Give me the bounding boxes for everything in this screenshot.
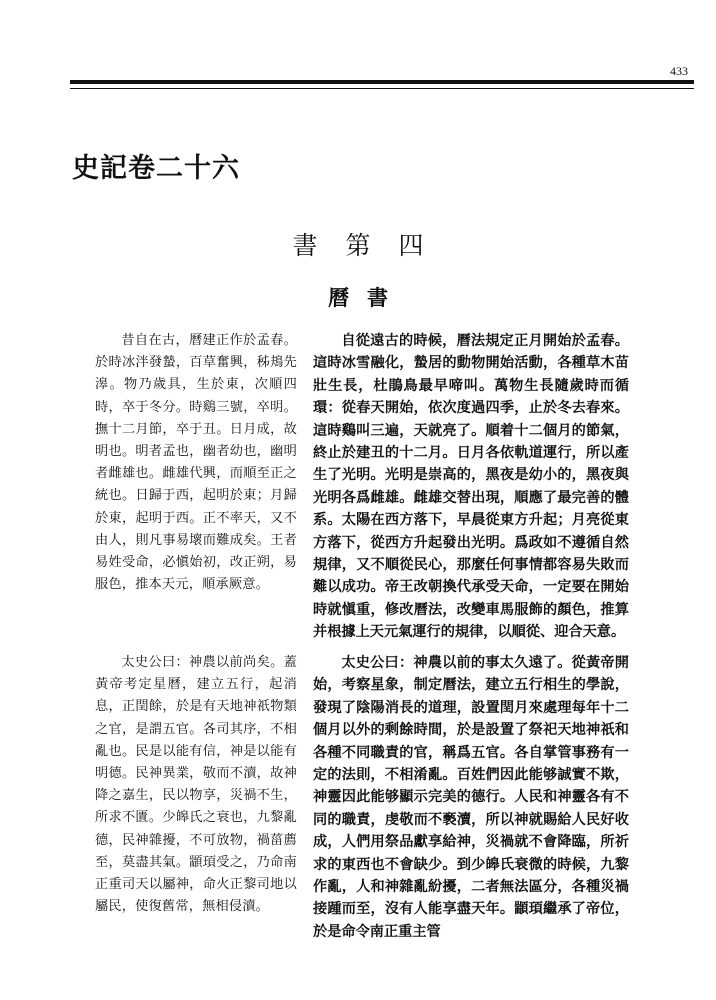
classical-paragraph-2: 太史公曰：神農以前尚矣。蓋黃帝考定星曆，建立五行，起消息，正閏餘，於是有天地神祇物類之官，是謂五官。各司其序，不相亂也。民是以能有信，神是以能有明德。民神異業，敬而不瀆，故神降之嘉生，民以物享，災禍不生，所求不匱。少皞氏之衰也，九黎亂德，民神雜擾，不可放物，禍菑薦至，莫盡其氣。顓頊受之，乃命南正重司天以屬神，命火正黎司地以屬民，使復舊常，無相侵瀆。	[95, 655, 297, 915]
page-number: 433	[670, 64, 688, 78]
classical-paragraph-1: 昔自在古，曆建正作於孟春。於時冰泮發蟄，百草奮興，秭鳺先滜。物乃歲具，生於東，次順四時，卒于冬分。時鷄三號，卒明。撫十二月節，卒于丑。日月成，故明也。明者孟也，幽者幼也，幽明者雌雄也。雌雄代興，而順至正之統也。日歸于西，起明於東；月歸於東，起明于西。正不率天，又不由人，則凡事易壞而難成矣。王者易姓受命，必愼始初，改正朔，易服色，推本天元，順承厥意。	[95, 333, 297, 593]
translation-paragraph-1: 自從遠古的時候，曆法規定正月開始於孟春。這時冰雪融化，蟄居的動物開始活動，各種草木苗壯生長，杜鵑鳥最早啼叫。萬物生長隨歲時而循環：從春天開始，依次度過四季，止於冬去春來。這時鷄叫三遍，天就亮了。順着十二個月的節氣，終止於建丑的十二月。日月各依軌道運行，所以產生了光明。光明是崇高的，黑夜是幼小的，黑夜與光明各爲雌雄。雌雄交替出現，順應了最完善的體系。太陽在西方落下，早晨從東方升起；月亮從東方落下，從西方升起發出光明。爲政如不遵循自然規律，又不順從民心，那麼任何事情都容易失敗而難以成功。帝王改朝換代承受天命，一定要在開始時就愼重，修改曆法，改變車馬服飾的顏色，推算并根據上天元氣運行的規律，以順從、迎合天意。	[313, 333, 629, 641]
volume-title: 史記卷二十六	[72, 153, 240, 184]
header-rule-thin	[70, 88, 694, 89]
translation-paragraph-2: 太史公曰：神農以前的事太久遠了。從黃帝開始，考察星象，制定曆法，建立五行相生的學說，發現了陰陽消長的道理，設置閏月來處理每年十二個月以外的剩餘時間，於是設置了祭祀天地神祇和各種不同職責的官，稱爲五官。各自掌管事務有一定的法則，不相淆亂。百姓們因此能够誠實不欺，神靈因此能够顯示完美的德行。人民和神靈各有不同的職責，虔敬而不褻瀆，所以神就賜給人民好收成，人們用祭品獻享給神，災禍就不會降臨，所祈求的東西也不會缺少。到少皞氏衰微的時候，九黎作亂，人和神雜亂紛擾，二者無法區分，各種災禍接踵而至，沒有人能享盡天年。顓頊繼承了帝位，於是命令南正重主管	[313, 655, 629, 940]
section-title: 書第四	[292, 231, 452, 260]
chapter-title: 曆書	[328, 285, 406, 310]
header-rule-thick	[70, 80, 694, 84]
